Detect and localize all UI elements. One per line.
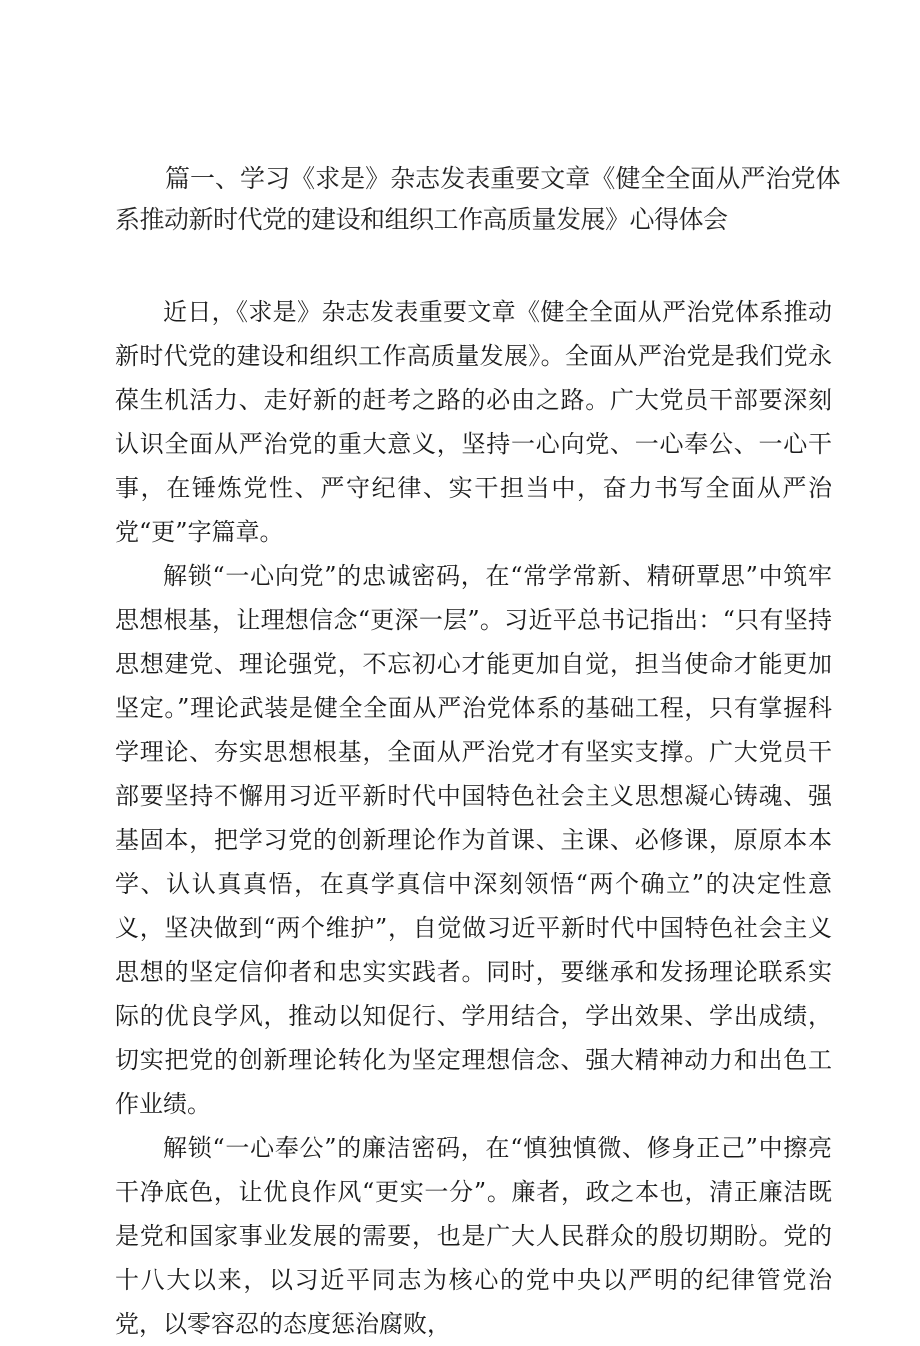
document-title: 篇一、学习《求是》杂志发表重要文章《健全全面从严治党体系推动新时代党的建设和组织工作高质量发展》心得体会 xyxy=(115,164,840,234)
paragraph-integrity: 解锁“一心奉公”的廉洁密码，在“慎独慎微、修身正己”中擦亮干净底色，让优良作风“更实一分”。廉者，政之本也，清正廉洁既是党和国家事业发展的需要，也是广大人民群众的殷切期盼。党的十八大以来，以习近平同志为核心的党中央以严明的纪律管党治党，以零容忍的态度惩治腐败， xyxy=(115,1134,832,1338)
paragraph-intro: 近日，《求是》杂志发表重要文章《健全全面从严治党体系推动新时代党的建设和组织工作高质量发展》。全面从严治党是我们党永葆生机活力、走好新的赶考之路的必由之路。广大党员干部要深刻认识全面从严治党的重大意义，坚持一心向党、一心奉公、一心干事，在锤炼党性、严守纪律、实干担当中，奋力书写全面从严治党“更”字篇章。 xyxy=(115,298,832,546)
paragraph-loyalty: 解锁“一心向党”的忠诚密码，在“常学常新、精研覃思”中筑牢思想根基，让理想信念“更深一层”。习近平总书记指出：“只有坚持思想建党、理论强党，不忘初心才能更加自觉，担当使命才能更加坚定。”理论武装是健全全面从严治党体系的基础工程，只有掌握科学理论、夯实思想根基，全面从严治党才有坚实支撑。广大党员干部要坚持不懈用习近平新时代中国特色社会主义思想凝心铸魂、强基固本，把学习党的创新理论作为首课、主课、必修课，原原本本学、认认真真悟，在真学真信中深刻领悟“两个确立”的决定性意义，坚决做到“两个维护”，自觉做习近平新时代中国特色社会主义思想的坚定信仰者和忠实实践者。同时，要继承和发扬理论联系实际的优良学风，推动以知促行、学用结合，学出效果、学出成绩，切实把党的创新理论转化为坚定理想信念、强大精神动力和出色工作业绩。 xyxy=(115,562,832,1118)
document-body xyxy=(115,290,832,1346)
